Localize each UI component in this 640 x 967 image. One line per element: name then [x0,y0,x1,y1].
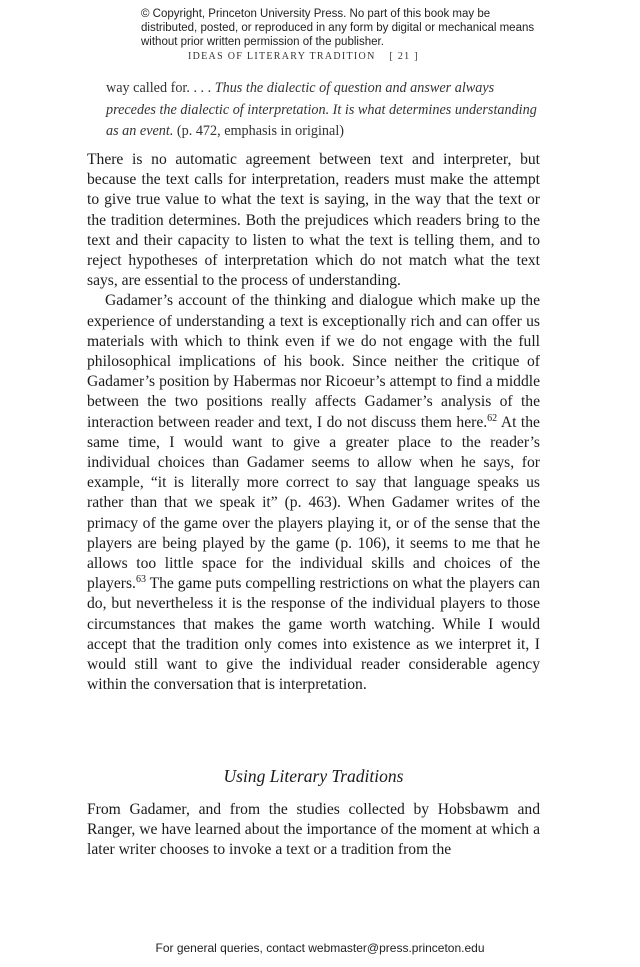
quote-citation: (p. 472, emphasis in original) [173,123,344,139]
paragraph-2-part-b: At the same time, I would want to give a greater place to the reader’s individual choices than Gadamer seems to allow when he says, for example, “it is literally more correct to say that language speaks us rather than that we speak it” (p. 463). When Gadamer writes of the primacy of the game over the players playing it, or of the sense that the players are being played by the game (p. 106), it seems to me that he allows too little space for the individual skills and choices of the players. [87,413,540,593]
quote-lead: way called for. . . . [106,80,215,96]
page-number: [ 21 ] [389,51,419,62]
running-header [141,51,541,62]
footer-contact: For general queries, contact webmaster@press.princeton.edu [155,941,485,955]
copyright-notice: © Copyright, Princeton University Press. No part of this book may be distributed, posted, or reproduced in any form by digital or mechanical means without prior written permission of the publisher. [141,8,535,48]
section-paragraph: From Gadamer, and from the studies collected by Hobsbawm and Ranger, we have learned about the importance of the moment at which a later writer chooses to invoke a text or a tradition from the [87,801,540,859]
paragraph-2 [87,291,540,695]
block-quote [106,78,542,143]
section-heading: Using Literary Traditions [223,766,404,786]
running-title: IDEAS OF LITERARY TRADITION [188,51,376,62]
body-text [87,150,540,695]
quote-italic: Thus the dialectic of question and answer always precedes the dialectic of interpretation. It is what determines understanding as an event. [106,80,537,139]
footnote-ref-63[interactable]: 63 [135,574,146,586]
paragraph-2-part-a: Gadamer’s account of the thinking and dialogue which make up the experience of understanding a text is exceptionally rich and can offer us materials with which to think even if we do not engage with the full philosophical implications of his book. Since neither the critique of Gadamer’s position by Habermas nor Ricoeur’s attempt to find a middle between the two positions really affects Gadamer’s analysis of the interaction between reader and text, I do not discuss them here. [87,292,540,431]
paragraph-2-part-c: The game puts compelling restrictions on what the players can do, but nevertheless it is the response of the individual players to those circumstances that makes the game worth watching. While I would accept that the tradition only comes into existence as we interpret it, I would still want to give the individual reader considerable agency within the conversation that is interpretation. [87,575,540,694]
paragraph-1: There is no automatic agreement between text and interpreter, but because the text calls for interpretation, readers must make the attempt to give true value to what the text is saying, in the way that the text or the tradition determines. Both the prejudices which readers bring to the text and their capacity to listen to what the text is telling them, and to reject hypotheses of interpretation which do not match what the text says, are essential to the process of understanding. [87,151,540,290]
footnote-ref-62[interactable]: 62 [487,412,498,424]
